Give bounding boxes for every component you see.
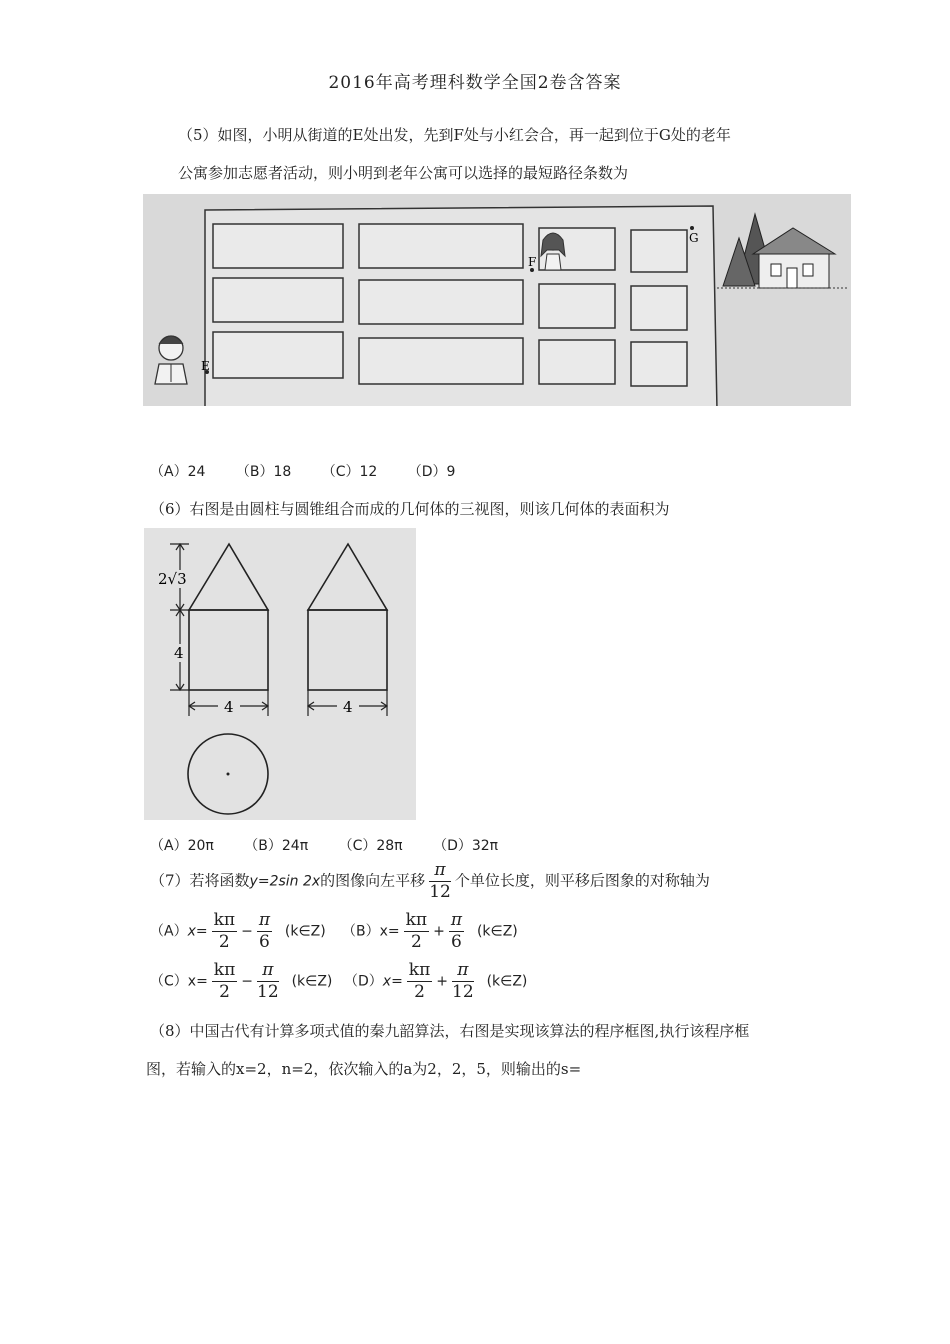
q7-option-d-frac2 (452, 962, 474, 1001)
frac-num: kπ (213, 910, 236, 930)
frac-num: kπ (408, 960, 431, 980)
q7-option-a-frac2 (257, 912, 272, 951)
q7-shift-fraction (429, 862, 451, 901)
q7-option-d (344, 962, 527, 1001)
label-g: G (689, 231, 699, 245)
q7-option-d-cond: (k∈Z) (486, 973, 528, 990)
q7-option-b-var: x= (379, 923, 400, 940)
frac-den: 2 (218, 932, 230, 952)
q7-stem (150, 862, 710, 901)
q5-options (150, 461, 481, 481)
three-view-figure (144, 528, 416, 820)
block (539, 284, 615, 328)
q7-option-d-op: + (436, 973, 449, 990)
block (359, 280, 523, 324)
q5-option-d: （D）9 (407, 464, 456, 480)
q6-option-a: （A）20π (150, 838, 214, 854)
q5-option-c: （C）12 (321, 464, 378, 480)
q7-option-b-op: + (433, 923, 445, 940)
frac-num: π (257, 962, 279, 982)
q7-option-a-op: − (241, 923, 253, 940)
dim-cone-height: 2√3 (158, 570, 187, 588)
page-title: 2016年高考理科数学全国2卷含答案 (328, 73, 622, 93)
dim-front-width: 4 (224, 698, 234, 716)
block (213, 278, 343, 322)
street-map-figure (143, 194, 851, 406)
block (213, 332, 343, 378)
q7-option-d-var: x= (382, 973, 403, 990)
q5-stem-line2: 公寓参加志愿者活动，则小明到老年公寓可以选择的最短路径条数为 (178, 164, 629, 182)
block (631, 286, 687, 330)
q7-option-b (342, 912, 518, 951)
q7-option-c-var: x= (187, 973, 208, 990)
q8-stem-line1: （8）中国古代有计算多项式值的秦九韶算法，右图是实现该算法的程序框图,执行该程序框 (150, 1022, 750, 1040)
q7-option-a-label: （A） (150, 923, 188, 940)
q7-stem-mid: 的图像向左平移 (320, 871, 426, 890)
q6-option-c: （C）28π (338, 838, 403, 854)
q7-option-c-op: − (241, 973, 254, 990)
q7-option-c (150, 962, 332, 1001)
q6-option-b: （B）24π (244, 838, 309, 854)
frac-num: π (452, 962, 474, 982)
q5-option-b: （B）18 (235, 464, 292, 480)
q7-shift-num: π (429, 862, 451, 882)
q5-option-a: （A）24 (150, 464, 206, 480)
frac-den: 2 (410, 932, 422, 952)
frac-den: 6 (451, 932, 462, 952)
q7-option-a-cond: (k∈Z) (284, 923, 326, 940)
block (359, 224, 523, 268)
q8-stem-line2: 图，若输入的x=2，n=2，依次输入的a为2，2，5，则输出的s= (146, 1060, 582, 1078)
block (359, 338, 523, 384)
q7-option-c-frac1 (212, 962, 237, 1001)
block (213, 224, 343, 268)
q7-option-d-label: （D） (344, 973, 383, 990)
frac-den: 2 (219, 982, 230, 1002)
top-view-center (227, 773, 230, 776)
q7-option-c-label: （C） (150, 973, 188, 990)
q7-option-c-cond: (k∈Z) (291, 973, 333, 990)
block (539, 340, 615, 384)
q7-option-b-label: （B） (342, 923, 380, 940)
frac-den: 12 (452, 982, 474, 1002)
q7-option-b-cond: (k∈Z) (476, 923, 518, 940)
q7-function: y=2sin 2x (249, 873, 321, 890)
point-g (690, 226, 694, 230)
dim-side-width: 4 (343, 698, 353, 716)
q7-option-b-frac1 (404, 912, 429, 951)
q6-option-d: （D）32π (433, 838, 499, 854)
frac-num: π (450, 910, 463, 930)
q7-option-b-frac2 (449, 912, 464, 951)
block (631, 342, 687, 386)
q7-stem-post: 个单位长度，则平移后图象的对称轴为 (454, 871, 710, 890)
label-e: E (201, 359, 210, 373)
frac-den: 12 (257, 982, 279, 1002)
dim-cylinder-height: 4 (174, 644, 184, 662)
q7-option-a-var: x= (187, 923, 208, 940)
q7-option-a (150, 912, 326, 951)
frac-num: π (258, 910, 270, 930)
block (631, 230, 687, 272)
frac-den: 6 (258, 932, 270, 952)
q6-options (150, 835, 524, 855)
q7-stem-pre: （7）若将函数 (150, 871, 250, 890)
label-f: F (528, 255, 537, 269)
frac-num: kπ (405, 910, 428, 930)
q7-shift-den: 12 (429, 882, 451, 902)
frac-num: kπ (213, 960, 236, 980)
q7-option-c-frac2 (257, 962, 279, 1001)
q7-option-d-frac1 (407, 962, 432, 1001)
q5-stem-line1: （5）如图，小明从街道的E处出发，先到F处与小红会合，再一起到位于G处的老年 (178, 126, 731, 144)
q7-option-a-frac1 (212, 912, 237, 951)
frac-den: 2 (414, 982, 425, 1002)
q6-stem: （6）右图是由圆柱与圆锥组合而成的几何体的三视图，则该几何体的表面积为 (150, 500, 670, 518)
